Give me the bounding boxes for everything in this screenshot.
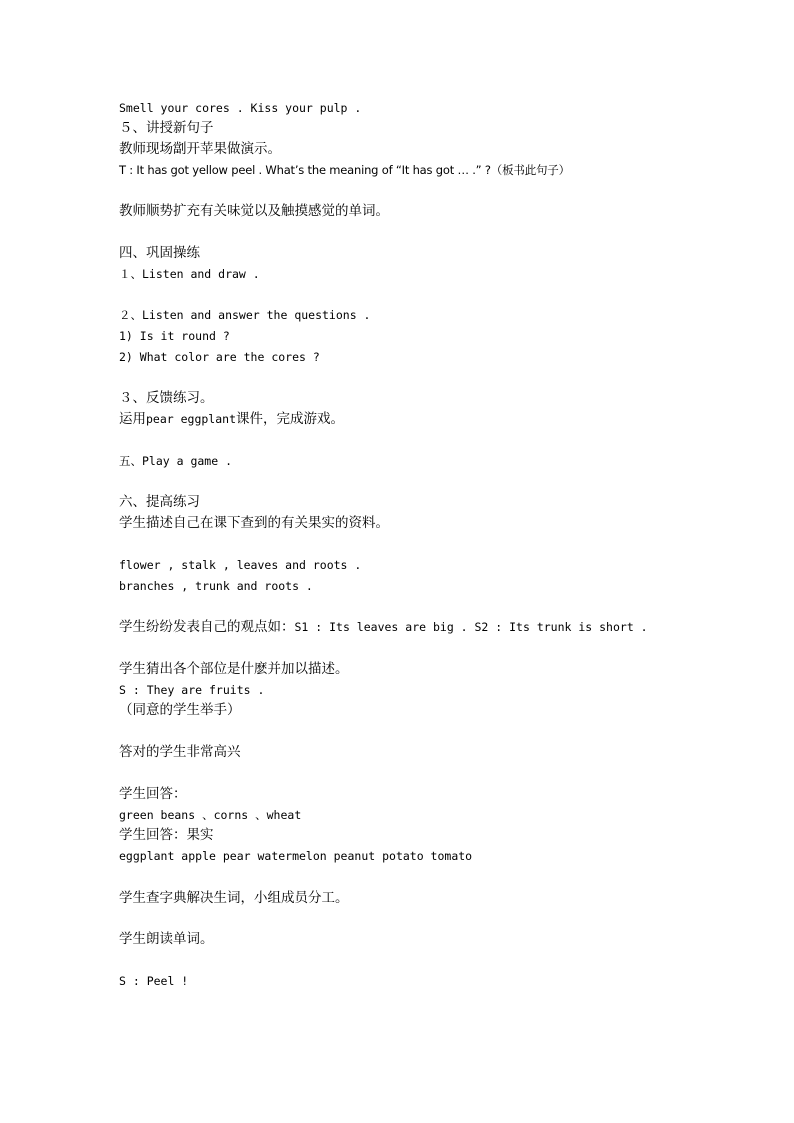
- text-line: 学生描述自己在课下查到的有关果实的资料。: [119, 515, 389, 531]
- text-line: 学生回答：: [119, 786, 187, 802]
- text-line: Smell your cores . Kiss your pulp .: [119, 101, 362, 115]
- text-line: 教师现场劏开苹果做演示。: [119, 141, 281, 157]
- text-line: branches , trunk and roots .: [119, 579, 313, 593]
- text-line: eggplant apple pear watermelon peanut potato tomato: [119, 849, 473, 863]
- text-segment: 课件，完成游戏。: [236, 411, 345, 427]
- text-line: （同意的学生举手）: [119, 702, 241, 718]
- text-line: 1) Is it round ?: [119, 329, 230, 343]
- text-line: 教师顺势扩充有关味觉以及触摸感觉的单词。: [119, 203, 389, 219]
- section-heading: ５、讲授新句子: [119, 120, 214, 136]
- text-line: S : They are fruits .: [119, 683, 265, 697]
- text-segment: 运用: [119, 411, 146, 427]
- text-line: [119, 410, 344, 428]
- text-line: green beans 、corns 、wheat: [119, 808, 302, 822]
- text-segment: 学生纷纷发表自己的观点如：: [119, 619, 295, 635]
- text-line: 答对的学生非常高兴: [119, 744, 241, 760]
- section-heading: 六、提高练习: [119, 494, 200, 510]
- text-segment: pear eggplant: [146, 412, 237, 426]
- text-line: S : Peel !: [119, 974, 189, 988]
- text-line: 学生朗读单词。: [119, 931, 214, 947]
- text-line: ２、Listen and answer the questions .: [119, 308, 371, 322]
- text-line: １、Listen and draw .: [119, 267, 260, 281]
- text-line: [119, 618, 648, 636]
- text-line: 学生回答：果实: [119, 827, 214, 843]
- section-heading: ３、反馈练习。: [119, 390, 214, 406]
- text-line: 学生查字典解决生词，小组成员分工。: [119, 890, 349, 906]
- section-heading: 四、巩固操练: [119, 245, 200, 261]
- text-line: flower , stalk , leaves and roots .: [119, 558, 362, 572]
- text-segment: S1 : Its leaves are big . S2 : Its trunk is short .: [294, 620, 648, 634]
- text-line: 2) What color are the cores ?: [119, 350, 320, 364]
- section-heading: [119, 452, 232, 470]
- text-line: T : It has got yellow peel . What’s the meaning of “It has got … .” ?（板书此句子）: [119, 163, 570, 177]
- text-line: 学生猜出各个部位是什麽并加以描述。: [119, 661, 349, 677]
- text-segment: 五、Play a game .: [119, 454, 233, 468]
